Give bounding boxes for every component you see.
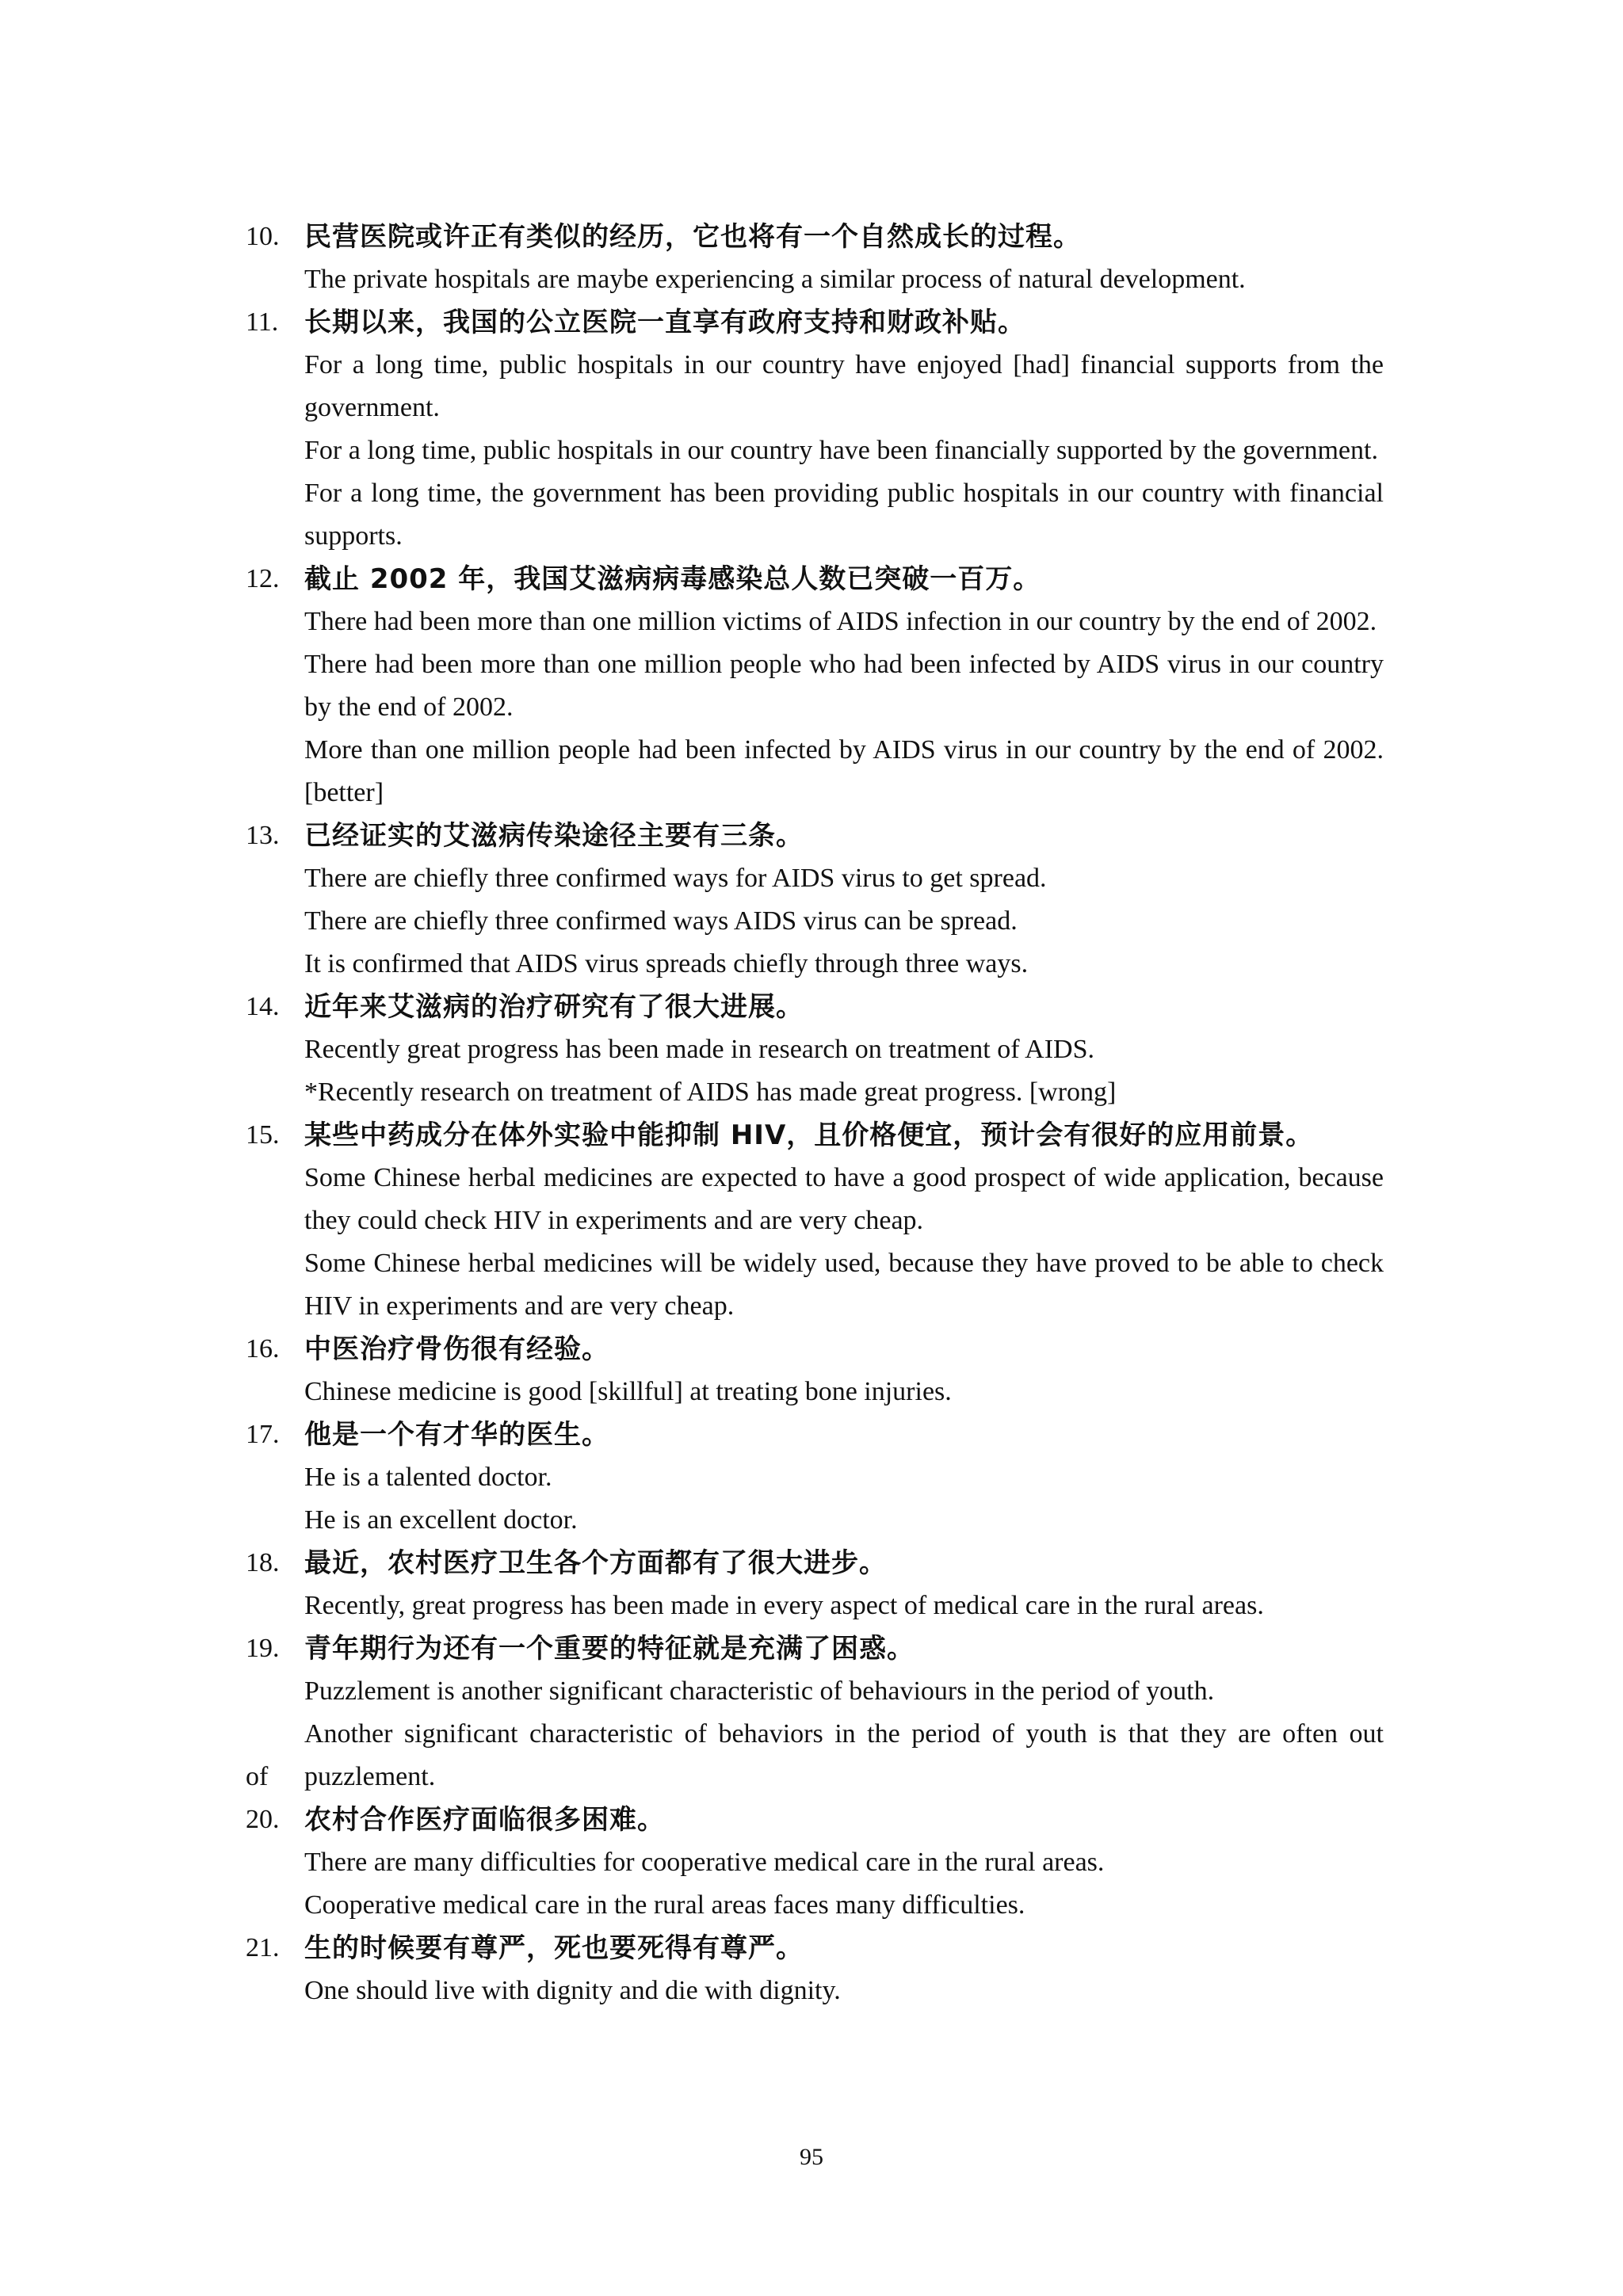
english-translation: Some Chinese herbal medicines will be widely used, because they have proved to be able to check HIV in experiments and are very cheap. [304, 1249, 1384, 1321]
list-item [246, 301, 1384, 558]
item-number: 13. [246, 821, 280, 850]
chinese-sentence: 农村合作医疗面临很多困难。 [304, 1804, 665, 1836]
chinese-sentence: 生的时候要有尊严，死也要死得有尊严。 [304, 1932, 804, 1964]
english-translation: There had been more than one million victims of AIDS infection in our country by the end of 2002. [304, 607, 1377, 636]
item-number: 16. [246, 1334, 280, 1363]
english-translation: There are chiefly three confirmed ways for AIDS virus to get spread. [304, 864, 1047, 893]
list-item [246, 215, 1384, 301]
item-number: 19. [246, 1634, 280, 1663]
english-translation: For a long time, public hospitals in our country have enjoyed [had] financial supports from the government. [304, 350, 1384, 422]
english-translation: Cooperative medical care in the rural areas faces many difficulties. [304, 1890, 1025, 1920]
list-item [246, 1627, 1384, 1798]
list-item [246, 1328, 1384, 1413]
list-item [246, 1413, 1384, 1542]
english-translation: There had been more than one million people who had been infected by AIDS virus in our country by the end of 2002. [304, 650, 1384, 722]
list-item [246, 1114, 1384, 1328]
chinese-sentence: 中医治疗骨伤很有经验。 [304, 1333, 609, 1365]
chinese-sentence: 最近，农村医疗卫生各个方面都有了很大进步。 [304, 1547, 887, 1579]
english-translation: There are chiefly three confirmed ways AIDS virus can be spread. [304, 906, 1018, 936]
english-translation: He is an excellent doctor. [304, 1505, 578, 1535]
translation-exercise-list [246, 215, 1384, 2012]
chinese-sentence: 青年期行为还有一个重要的特征就是充满了困惑。 [304, 1633, 915, 1665]
list-item [246, 558, 1384, 814]
chinese-sentence: 他是一个有才华的医生。 [304, 1419, 609, 1451]
list-item [246, 1927, 1384, 2012]
english-translation: There are many difficulties for cooperative medical care in the rural areas. [304, 1848, 1105, 1877]
list-item [246, 986, 1384, 1114]
english-translation: Recently great progress has been made in research on treatment of AIDS. [304, 1035, 1094, 1064]
english-translation: One should live with dignity and die with dignity. [304, 1976, 841, 2005]
list-item [246, 814, 1384, 986]
english-translation: *Recently research on treatment of AIDS has made great progress. [wrong] [304, 1077, 1117, 1107]
item-number: 15. [246, 1120, 280, 1150]
english-translation: Recently, great progress has been made in every aspect of medical care in the rural areas. [304, 1591, 1264, 1620]
item-number: 14. [246, 992, 280, 1021]
chinese-sentence: 长期以来，我国的公立医院一直享有政府支持和财政补贴。 [304, 307, 1025, 338]
item-number: 10. [246, 222, 280, 251]
english-translation: He is a talented doctor. [304, 1463, 552, 1492]
chinese-sentence: 已经证实的艾滋病传染途径主要有三条。 [304, 820, 804, 852]
chinese-sentence: 民营医院或许正有类似的经历，它也将有一个自然成长的过程。 [304, 221, 1081, 253]
item-number: 21. [246, 1933, 280, 1962]
english-translation: Puzzlement is another significant characteristic of behaviours in the period of youth. [304, 1676, 1215, 1706]
english-translation: For a long time, the government has been providing public hospitals in our country with financial supports. [304, 479, 1384, 551]
item-number: 18. [246, 1548, 280, 1577]
item-number: 17. [246, 1420, 280, 1449]
english-translation-continuation: puzzlement. [304, 1762, 436, 1791]
item-number: 12. [246, 564, 280, 593]
list-item [246, 1542, 1384, 1627]
english-translation: More than one million people had been infected by AIDS virus in our country by the end of 2002. [better] [304, 735, 1384, 807]
english-translation: The private hospitals are maybe experiencing a similar process of natural development. [304, 265, 1246, 294]
list-item [246, 1798, 1384, 1927]
item-number: 11. [246, 307, 279, 337]
english-translation: For a long time, public hospitals in our country have been financially supported by the government. [304, 436, 1378, 465]
english-translation-line1: Another significant characteristic of behaviors in the period of youth is that they are often out [304, 1719, 1384, 1749]
page-number: 95 [800, 2144, 823, 2170]
chinese-sentence: 某些中药成分在体外实验中能抑制 HIV，且价格便宜，预计会有很好的应用前景。 [304, 1119, 1314, 1151]
chinese-sentence: 近年来艾滋病的治疗研究有了很大进展。 [304, 991, 804, 1023]
english-translation-line2 [246, 1756, 1384, 1798]
english-translation: Some Chinese herbal medicines are expected to have a good prospect of wide application, because they could check HIV in experiments and are very cheap. [304, 1163, 1384, 1235]
item-number: 20. [246, 1805, 280, 1834]
english-translation: It is confirmed that AIDS virus spreads chiefly through three ways. [304, 949, 1029, 978]
chinese-sentence: 截止 2002 年，我国艾滋病病毒感染总人数已突破一百万。 [304, 563, 1041, 595]
english-translation: Chinese medicine is good [skillful] at treating bone injuries. [304, 1377, 952, 1406]
hanging-word: of [246, 1762, 269, 1791]
